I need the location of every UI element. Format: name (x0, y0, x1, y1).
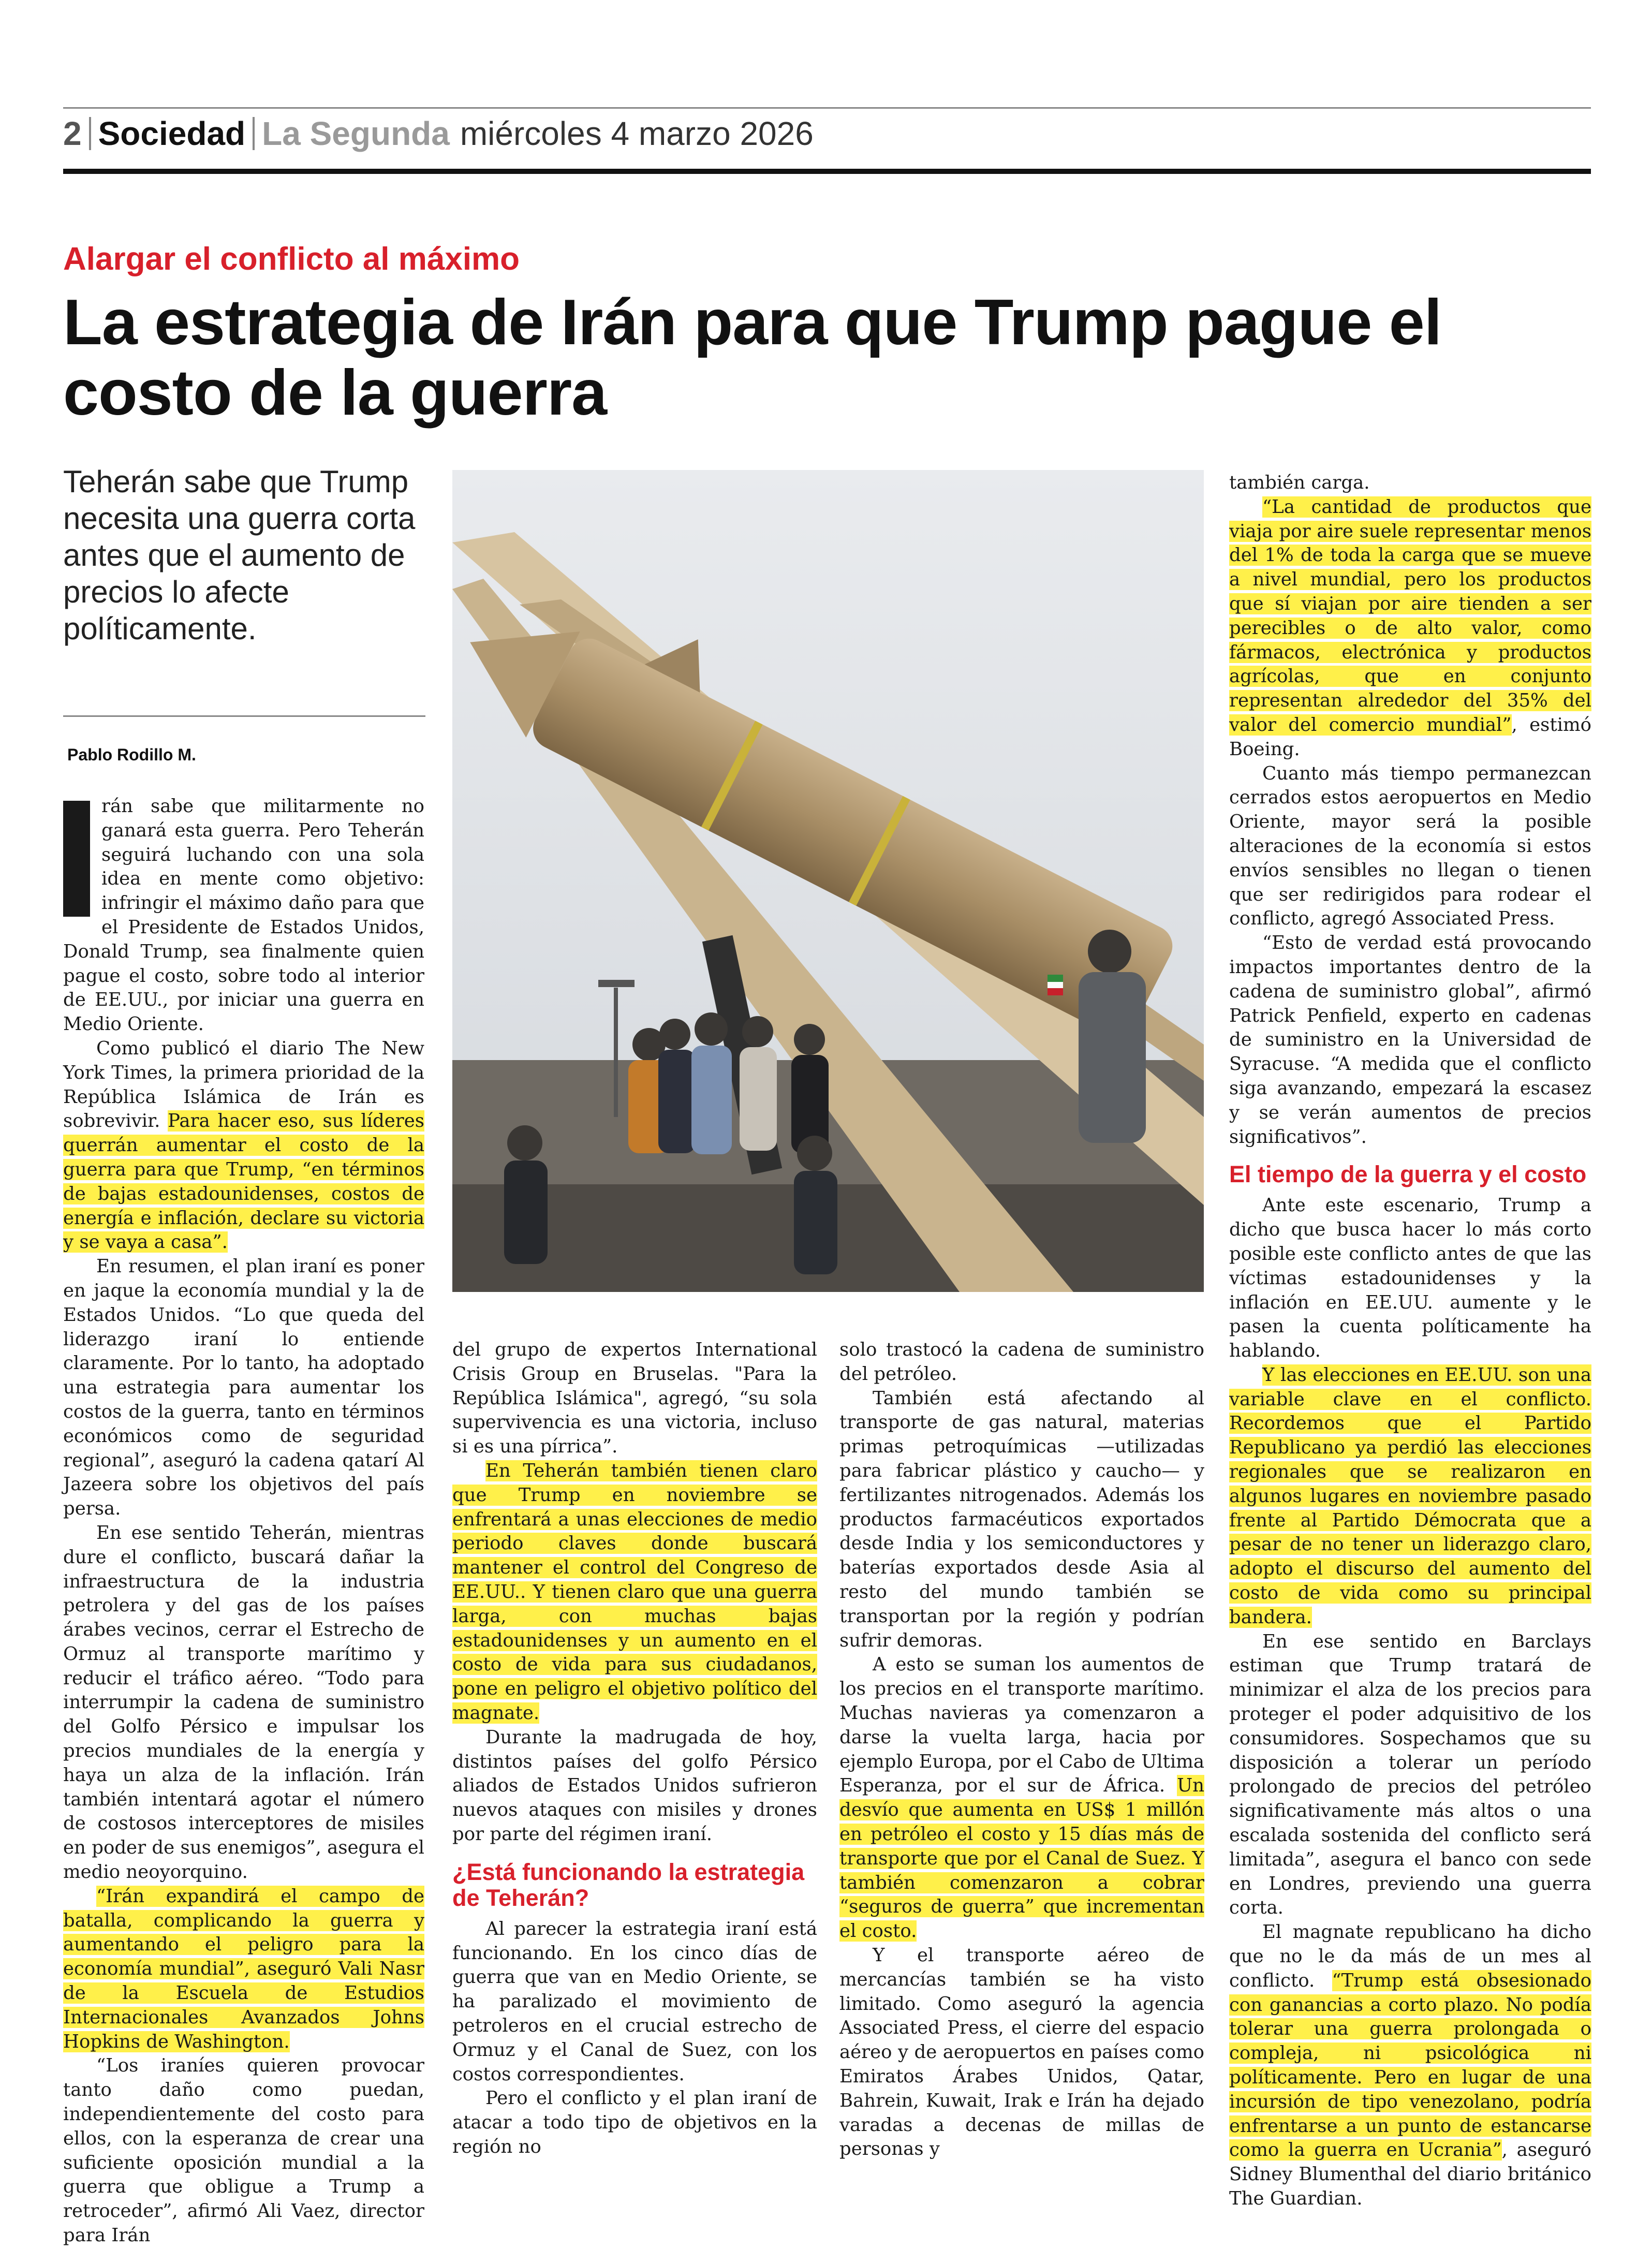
paragraph: Durante la madrugada de hoy, distintos países del golfo Pérsico aliados de Estados Unidos sufrieron nuevos ataques con misiles y drones por parte del régimen iraní. (452, 1726, 817, 1845)
article-column-1 (63, 795, 424, 2248)
highlighted-text: “Trump está obsesionado con ganancias a corto plazo. No podía tolerar una guerra prolongada o compleja, ni psicológica ni políticamente. Pero en lugar de una incursión de tipo venezolano, podría enfrentarse a un punto de estancarse como la guerra en Ucrania” (1229, 1970, 1592, 2161)
paragraph: Pero el conflicto y el plan iraní de atacar a todo tipo de objetivos en la región no (452, 2088, 817, 2157)
article-column-4 (1229, 471, 1591, 2211)
article-column-3 (839, 1338, 1204, 2162)
paragraph: rán sabe que militarmente no ganará esta guerra. Pero Teherán seguirá luchando con una sola idea en mente como objetivo: infringir el máximo daño para que el Presidente de Estados Unidos, Donald Trump, sea finalmente quien pague el costo, sobre todo al interior de EE.UU., por iniciar una guerra en Medio Oriente. (63, 796, 424, 1035)
top-rule (63, 107, 1591, 109)
highlighted-text: “La cantidad de productos que viaja por aire suele representar menos del 1% de toda la carga que se mueve a nivel mundial, pero los productos que sí viajan por aire tienden a ser perecibles o de alto valor, como fármacos, electrónica y productos agrícolas, que en conjunto representan alrededor del 35% del valor del comercio mundial” (1229, 496, 1591, 736)
deck: Teherán sabe que Trump necesita una guerra corta antes que el aumento de precios lo afecte políticamente. (63, 464, 416, 646)
paragraph: “La cantidad de productos que viaja por aire suele representar menos del 1% de toda la carga que se mueve a nivel mundial, pero los productos que sí viajan por aire tienden a ser perecibles o de alto valor, como fármacos, electrónica y productos agrícolas, que en conjunto representan alrededor del 35% del valor del comercio mundial”, estimó Boeing. (1229, 496, 1592, 760)
page-header (63, 114, 814, 153)
highlighted-text: Y las elecciones en EE.UU. son una variable clave en el conflicto. Recordemos que el Partido Republicano ya perdió las elecciones regionales que se realizaron en algunos lugares en noviembre pasado frente al Partido Démocrata que a pesar de no tener un liderazgo claro, adopto el discurso del aumento del costo de vida como su principal bandera. (1229, 1364, 1591, 1628)
paragraph: Al parecer la estrategia iraní está funcionando. En los cinco días de guerra que van en Medio Oriente, se ha paralizado el movimiento de petroleros en el crucial estrecho de Ormuz y el Canal de Suez, con los costos correspondientes. (452, 1918, 817, 2085)
article-column-2 (452, 1338, 817, 2159)
paragraph: “Esto de verdad está provocando impactos importantes dentro de la cadena de suministro global”, afirmó Patrick Penfield, experto en cadenas de suministro en la Universidad de Syracuse. “A medida que el conflicto siga avanzando, empezará la escasez y se verán aumentos de precios significativos”. (1229, 932, 1591, 1148)
byline: Pablo Rodillo M. (67, 745, 196, 764)
missile-launcher-photo (452, 470, 1204, 1292)
paragraph: A esto se suman los aumentos de los precios en el transporte marítimo. Muchas navieras ya comenzaron a darse la vuelta larga, hacia por ejemplo Europa, por el Cabo de Ultima Esperanza, por el sur de África. Un desvío que aumenta en US$ 1 millón en petróleo el costo y 15 días más de transporte que por el Canal de Suez. Y también comenzaron a cobrar “seguros de guerra” que incrementan el costo. (839, 1654, 1204, 1942)
paragraph (63, 1885, 424, 2054)
highlighted-text: Un desvío que aumenta en US$ 1 millón en petróleo el costo y 15 días más de transporte que por el Canal de Suez. Y también comenzaron a cobrar “seguros de guerra” que incrementan el costo. (839, 1775, 1204, 1942)
section-name: Sociedad (98, 115, 246, 152)
paragraph: Como publicó el diario The New York Times, la primera prioridad de la República Islámica de Irán es sobrevivir. Para hacer eso, sus líderes querrán aumentar el costo de la guerra para que Trump, “en términos de bajas estadounidenses, costos de energía e inflación, declare su victoria y se vaya a casa”. (63, 1037, 424, 1253)
highlighted-text: En Teherán también tienen claro que Trump en noviembre se enfrentará a unas elecciones de medio periodo claves donde buscará mantener el control del Congreso de EE.UU.. Y tienen claro que una guerra larga, con muchas bajas estadounidenses y un aumento en el costo de vida para sus ciudadanos, pone en peligro el objetivo político del magnate. (452, 1460, 817, 1724)
paragraph: En ese sentido Teherán, mientras dure el conflicto, buscará dañar la infraestructura de la industria petrolera y del gas de los países árabes vecinos, cerrar el Estrecho de Ormuz al transporte marítimo y reducir el tráfico aéreo. “Todo para interrumpir la cadena de suministro del Golfo Pérsico e impulsar los precios mundiales de la energía y haya un alza de la inflación. Irán también intentará agotar el número de costosos interceptores de misiles en poder de sus enemigos”, asegura el medio neoyorquino. (63, 1522, 424, 1883)
page-number: 2 (63, 115, 82, 152)
deck-rule (63, 715, 425, 717)
paragraph: “Los iraníes quieren provocar tanto daño como puedan, independientemente del costo para ellos, con la esperanza de crear una suficiente oposición mundial a la guerra que obligue a Trump a retroceder”, afirmó Ali Vaez, director para Irán (63, 2055, 424, 2246)
drop-cap (63, 801, 90, 917)
header-divider (89, 117, 91, 150)
paragraph: solo trastocó la cadena de suministro del petróleo. (839, 1339, 1204, 1385)
header-rule (63, 169, 1591, 174)
paragraph: también carga. (1229, 472, 1370, 493)
publication-name: La Segunda (262, 115, 450, 152)
paragraph: En ese sentido en Barclays estiman que Trump tratará de minimizar el alza de los precios para proteger el poder adquisitivo de los consumidores. Sospechamos que su disposición a tolerar un período prolongado de precios del petróleo significativamente más altos o una escalada sostenida del conflicto será limitada”, asegura el banco con sede en Londres, previendo una guerra corta. (1229, 1630, 1591, 1919)
highlighted-text: “Irán expandirá el campo de batalla, complicando la guerra y aumentando el peligro para la economía mundial”, aseguró Vali Nasr de la Escuela de Estudios Internacionales Avanzados Johns Hopkins de Washington. (63, 1885, 424, 2052)
paragraph (1229, 1363, 1591, 1630)
highlighted-text: Para hacer eso, sus líderes querrán aumentar el costo de la guerra para que Trump, “en términos de bajas estadounidenses, costos de energía e inflación, declare su victoria y se vaya a casa”. (63, 1110, 424, 1253)
paragraph: El magnate republicano ha dicho que no le da más de un mes al conflicto. “Trump está obsesionado con ganancias a corto plazo. No podía tolerar una guerra prolongada o compleja, ni psicológica ni políticamente. Pero en lugar de una incursión de tipo venezolano, podría enfrentarse a un punto de estancarse como la guerra en Ucrania”, aseguró Sidney Blumenthal del diario británico The Guardian. (1229, 1921, 1592, 2209)
paragraph: Y el transporte aéreo de mercancías también se ha visto limitado. Como aseguró la agencia Associated Press, el cierre del espacio aéreo y de aeropuertos en países como Emiratos Árabes Unidos, Qatar, Bahrein, Kuwait, Irak e Irán ha dejado varadas a decenas de millas de personas y (839, 1944, 1204, 2160)
paragraph: Ante este escenario, Trump a dicho que busca hacer lo más corto posible este conflicto antes de que las víctimas estadounidenses y la inflación en EE.UU. aumente y le pasen la cuenta políticamente ha hablando. (1229, 1195, 1591, 1362)
issue-date: miércoles 4 marzo 2026 (460, 115, 814, 152)
paragraph: del grupo de expertos International Crisis Group en Bruselas. "Para la República Islámica", agregó, “su sola supervivencia es una victoria, incluso si es una pírrica”. (452, 1339, 817, 1458)
headline: La estrategia de Irán para que Trump pague el costo de la guerra (63, 287, 1442, 429)
paragraph: En resumen, el plan iraní es poner en jaque la economía mundial y la de Estados Unidos. “Lo que queda del liderazgo iraní lo entiende claramente. Por lo tanto, ha adoptado una estrategia para aumentar los costos de la guerra, tanto en términos económicos como de seguridad regional”, aseguró la cadena qatarí Al Jazeera sobre los objetivos del país persa. (63, 1256, 424, 1520)
paragraph: Cuanto más tiempo permanezcan cerrados estos aeropuertos en Medio Oriente, mayor será la posible alteraciones de la economía si estos envíos sensibles no llegan o tienen que ser redirigidos para rodear el conflicto, agregó Associated Press. (1229, 762, 1591, 930)
subheading: El tiempo de la guerra y el costo (1229, 1161, 1587, 1188)
paragraph (452, 1459, 817, 1726)
header-divider (253, 117, 255, 150)
paragraph: También está afectando al transporte de gas natural, materias primas petroquímicas —utilizadas para fabricar plástico y caucho— y fertilizantes nitrogenados. Además los productos farmacéuticos exportados desde India y los semiconductores y baterías exportados desde Asia al resto del mundo también se transportan por la región y podrían sufrir demoras. (839, 1387, 1204, 1651)
subheading: ¿Está funcionando la estrategia de Teherán? (452, 1858, 805, 1911)
kicker: Alargar el conflicto al máximo (63, 241, 520, 277)
